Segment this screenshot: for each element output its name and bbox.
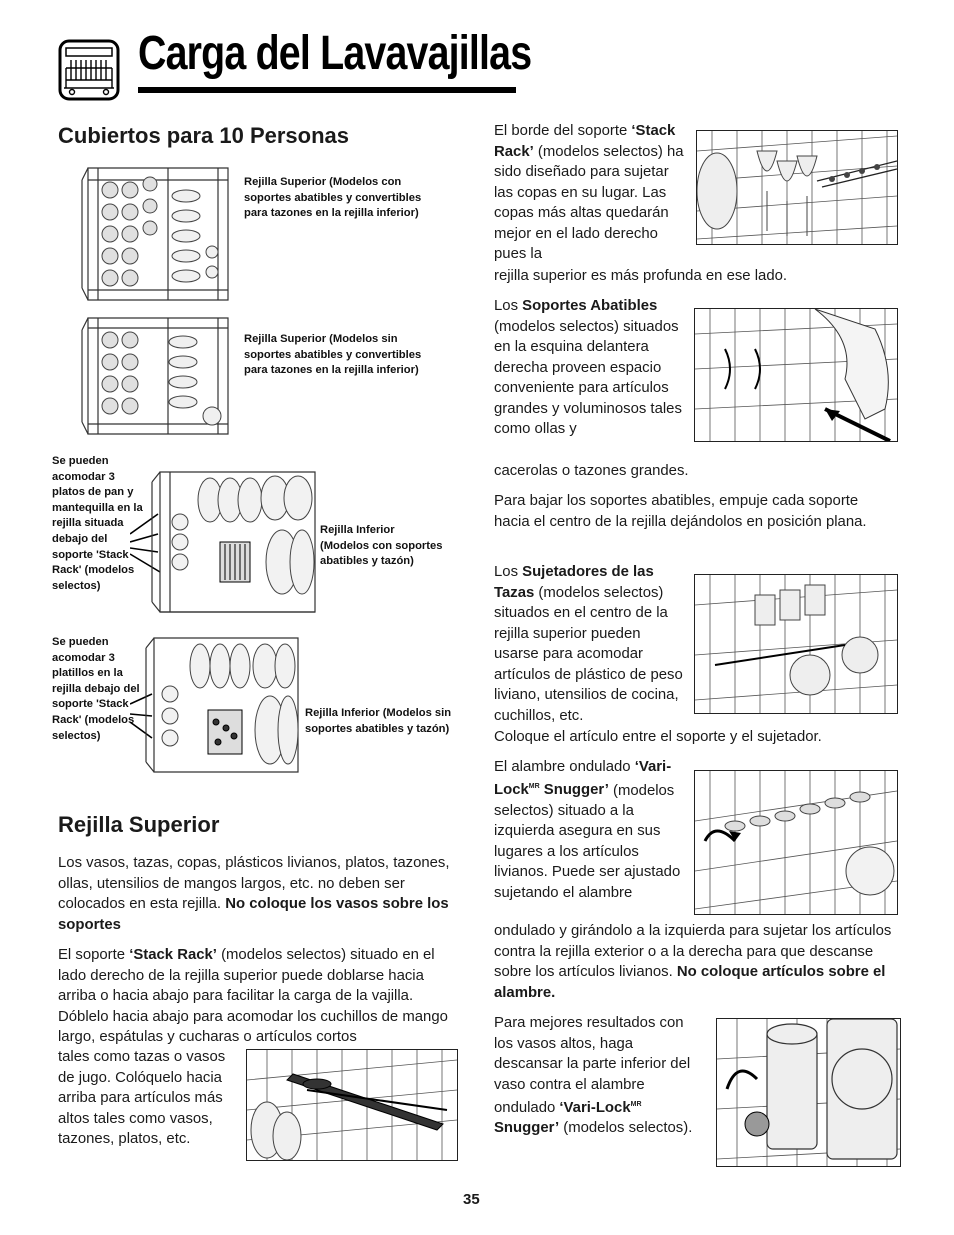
caption-lower-rack-with: Rejilla Inferior (Modelos con soportes abatibles y tazón) [320,524,443,568]
paragraph-fold-down-tail: cacerolas o tazones grandes. [494,463,689,479]
paragraph-vari-lock-tail [494,921,894,1003]
paragraph-vari-lock [494,757,684,903]
p5-term-b: Snugger’ [539,782,609,799]
p6-trademark: MR [630,1101,642,1108]
paragraph-stack-rack-edge [494,121,684,265]
tall-glass-illustration [716,1018,901,1167]
p5-rest: (modelos selectos) situado a la izquierda asegura en sus lugares a los artículos livianos. Puede ser ajustado sujetando el alambre [494,782,681,901]
section-heading-cubiertos: Cubiertos para 10 Personas [58,123,350,148]
section-heading-rejilla-superior: Rejilla Superior [58,812,220,837]
caption-upper-rack-with: Rejilla Superior (Modelos con soportes abatibles y convertibles para tazones en la rejilla inferior) [244,176,422,220]
p6-term-a: ‘Vari-Lock [559,1099,631,1116]
note-bread-plates: Se pueden acomodar 3 platos de pan y mantequilla en la rejilla situada debajo del soporte 'Stack Rack' (modelos selectos) [52,455,143,592]
title-rule [138,87,516,93]
p4-pre: Los [494,564,523,580]
lower-rack-without-racks-illustration [130,632,302,780]
para2-term: ‘Stack Rack’ [129,947,217,963]
p4-term: Sujetadores de las Tazas [494,564,654,601]
note-saucers: Se pueden acomodar 3 platillos en la rejilla debajo del soporte 'Stack Rack' (modelos selectos) [52,636,140,742]
p5-term-a: ‘Vari-Lock [494,759,672,799]
para1-warning: No coloque los vasos sobre los soportes [58,896,449,933]
caption-lower-rack-without: Rejilla Inferior (Modelos sin soportes abatibles y tazón) [305,707,452,735]
paragraph-tall-glasses [494,1013,704,1139]
p2-term: Soportes Abatibles [522,298,658,314]
fold-down-tines-illustration [694,308,898,442]
cup-shelves-illustration [694,574,898,714]
p1-pre: El borde del soporte [494,123,632,139]
paragraph-cup-shelves [494,562,684,726]
paragraph-fold-down-tines [494,296,686,440]
para1-text: Los vasos, tazas, copas, plásticos livianos, platos, tazones, ollas, utensilios de mangos largos, etc. no deben ser colocados en esta rejilla. [58,855,450,912]
p2-rest: (modelos selectos) situados en la esquina delantera derecha proveen espacio conveniente para artículos grandes y voluminosos tales como ollas y [494,318,682,437]
p2-pre: Los [494,298,523,314]
paragraph-stack-rack [58,945,458,1048]
p5-tail: ondulado y girándolo a la izquierda para sujetar los artículos contra la rejilla exterior o a la derecha para que descanse sobre los artículos livianos. [494,923,892,980]
p4-rest: (modelos selectos) situados en el centro de la rejilla superior pueden usarse para acomodar artículos de plástico de peso liviano, utensilios de cocina, cuchillos, etc. [494,584,683,724]
p5-trademark: MR [528,783,540,791]
paragraph-cup-shelves-tail: Coloque el artículo entre el soporte y el sujetador. [494,729,822,745]
page-title: Carga del Lavavajillas [138,27,532,80]
para2-pre: El soporte [58,947,130,963]
stemware-illustration [696,130,898,245]
upper-rack-with-racks-illustration [78,160,233,308]
p6-rest: (modelos selectos). [559,1120,693,1137]
paragraph-stack-rack-edge-tail: rejilla superior es más profunda en ese lado. [494,268,788,284]
dishwasher-rack-icon [58,38,120,102]
caption-upper-rack-without: Rejilla Superior (Modelos sin soportes abatibles y convertibles para tazones en la rejilla inferior) [244,333,422,377]
page-number: 35 [463,1191,480,1208]
paragraph-lower-tines: Para bajar los soportes abatibles, empuje cada soporte hacia el centro de la rejilla dejándolos en posición plana. [494,493,867,530]
stack-rack-illustration [246,1049,458,1161]
p1-rest: (modelos selectos) ha sido diseñado para sujetar las copas en su lugar. Las copas más altas quedarán mejor en el lado derecho pues la [494,143,684,262]
paragraph-stack-rack-tail: tales como tazas o vasos de jugo. Colóquelo hacia arriba para artículos más altos tales como vasos, tazones, platos, etc. [58,1049,226,1147]
vari-lock-illustration [694,770,898,915]
p5-warning: No coloque artículos sobre el alambre. [494,964,886,1001]
p5-pre: El alambre ondulado [494,759,635,775]
upper-rack-without-racks-illustration [78,312,233,440]
p6-pre: Para mejores resultados con los vasos altos, haga descansar la parte inferior del vaso contra el alambre ondulado [494,1015,691,1116]
p6-term-b: Snugger’ [494,1120,560,1137]
p1-term: ‘Stack Rack’ [494,123,676,160]
para2-rest: (modelos selectos) situado en el lado derecho de la rejilla superior puede doblarse hacia arriba o hacia abajo para facilitar la carga de la vajilla. Dóblelo hacia abajo para acomodar los cuchillos de mango largo, espátulas y cucharas o artículos cortos [58,947,448,1045]
paragraph-rejilla-intro [58,853,453,935]
lower-rack-with-racks-illustration [130,462,320,622]
